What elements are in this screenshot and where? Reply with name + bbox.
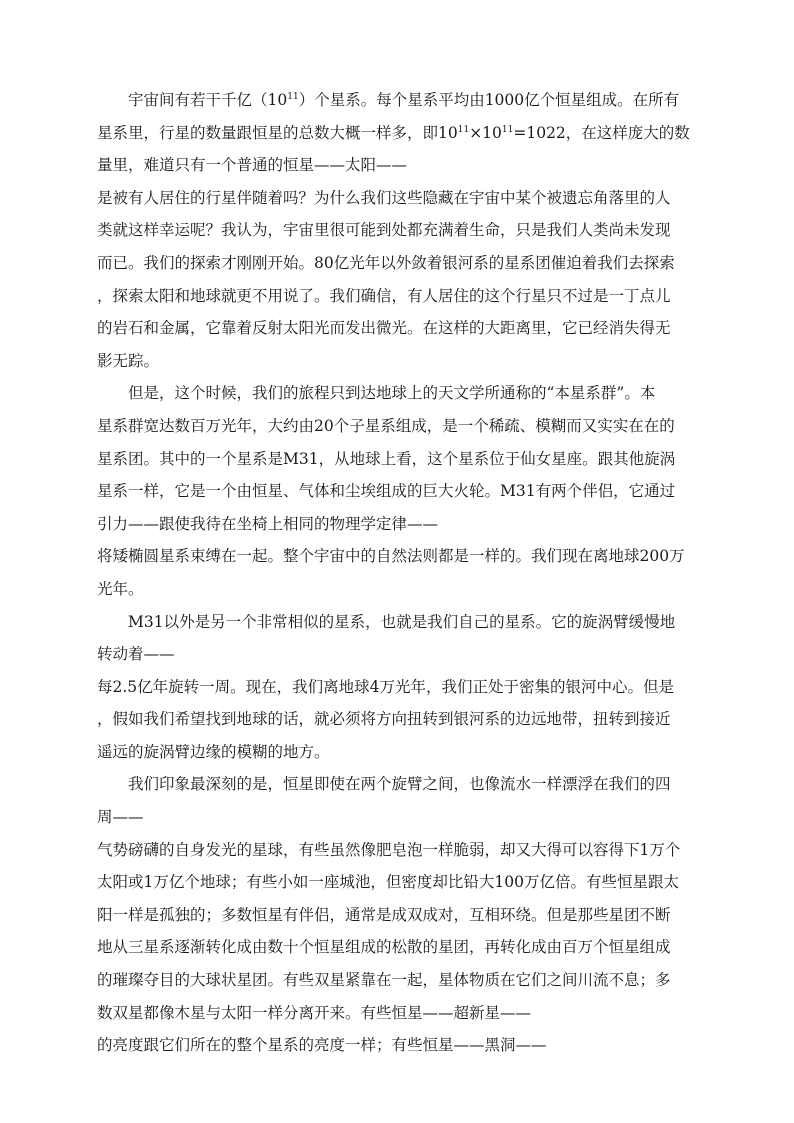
paragraph-4-line: 数双星都像木星与太阳一样分离开来。有些恒星——超新星—— — [97, 1003, 532, 1022]
paragraph-4-line: 气势磅礴的自身发光的星球，有些虽然像肥皂泡一样脆弱，却又大得可以容得下1万个 — [97, 840, 681, 859]
superscript: 11 — [287, 92, 299, 102]
paragraph-2-line: 星系一样，它是一个由恒星、气体和尘埃组成的巨大火轮。M31有两个伴侣，它通过 — [97, 482, 676, 501]
paragraph-4-line: 太阳或1万亿个地球；有些小如一座城池，但密度却比铅大100万亿倍。有些恒星跟太 — [97, 873, 679, 892]
paragraph-1-line: 的岩石和金属，它靠着反射太阳光而发出微光。在这样的大距离里，它已经消失得无 — [97, 319, 671, 338]
text-run: ）个星系。每个星系平均由1000亿个恒星组成。在所有 — [298, 91, 680, 109]
text-run: ×10 — [469, 123, 502, 142]
paragraph-1-line: 影无踪。 — [97, 351, 160, 370]
paragraph-4-line: 周—— — [97, 808, 144, 827]
paragraph-2-line: 但是，这个时候，我们的旅程只到达地球上的天文学所通称的“本星系群”。本 — [128, 384, 656, 403]
paragraph-2-line: 光年。 — [97, 579, 144, 598]
paragraph-4-line: 地从三星系逐渐转化成由数十个恒星组成的松散的星团，再转化成由百万个恒星组成 — [97, 938, 671, 957]
paragraph-4-line: 的璀璨夺目的大球状星团。有些双星紧靠在一起，星体物质在它们之间川流不息；多 — [97, 971, 671, 990]
text-run: 宇宙间有若干千亿（10 — [128, 91, 288, 109]
paragraph-2-line: 将矮椭圆星系束缚在一起。整个宇宙中的自然法则都是一样的。我们现在离地球200万 — [97, 547, 685, 566]
paragraph-3-line: 每2.5亿年旋转一周。现在，我们离地球4万光年，我们正处于密集的银河中心。但是 — [97, 677, 675, 696]
paragraph-2-line: 星系团。其中的一个星系是M31，从地球上看，这个星系位于仙女星座。跟其他旋涡 — [97, 449, 676, 468]
text-run: 星系里，行星的数量跟恒星的总数大概一样多，即10 — [97, 123, 458, 142]
paragraph-4-line: 我们印象最深刻的是，恒星即使在两个旋臂之间，也像流水一样漂浮在我们的四 — [128, 775, 671, 794]
paragraph-3-line: 转动着—— — [97, 645, 175, 664]
paragraph-1-line — [97, 117, 697, 150]
superscript: 11 — [501, 124, 514, 135]
paragraph-1-line — [97, 84, 697, 117]
body-text — [97, 84, 697, 1062]
paragraph-2-line: 引力——跟使我待在坐椅上相同的物理学定律—— — [97, 514, 439, 533]
paragraph-3-line: 遥远的旋涡臂边缘的模糊的地方。 — [97, 742, 330, 761]
text-run: =1022，在这样庞大的数 — [513, 123, 690, 142]
paragraph-3-line: ，假如我们希望找到地球的话，就必须将方向扭转到银河系的边远地带，扭转到接近 — [97, 710, 671, 729]
paragraph-4-line: 阳一样是孤独的；多数恒星有伴侣，通常是成双成对，互相环绕。但是那些星团不断 — [97, 905, 671, 924]
paragraph-2-line: 星系群宽达数百万光年，大约由20个子星系组成，是一个稀疏、模糊而又实实在在的 — [97, 416, 675, 435]
superscript: 11 — [457, 124, 470, 135]
paragraph-1-line: 而已。我们的探索才刚刚开始。80亿光年以外敛着银河系的星系团催迫着我们去探索 — [97, 253, 675, 272]
paragraph-1-line: 类就这样幸运呢？我认为，宇宙里很可能到处都充满着生命，只是我们人类尚未发现 — [97, 221, 671, 240]
paragraph-1-line: 是被有人居住的行星伴随着吗？为什么我们这些隐藏在宇宙中某个被遗忘角落里的人 — [97, 188, 671, 207]
paragraph-3-line: M31以外是另一个非常相似的星系，也就是我们自己的星系。它的旋涡臂缓慢地 — [128, 612, 676, 631]
paragraph-1-line: 量里，难道只有一个普通的恒星——太阳—— — [97, 156, 408, 175]
paragraph-4-line: 的亮度跟它们所在的整个星系的亮度一样；有些恒星——黑洞—— — [97, 1036, 547, 1055]
paragraph-1-line: ，探索太阳和地球就更不用说了。我们确信，有人居住的这个行星只不过是一丁点儿 — [97, 286, 671, 305]
